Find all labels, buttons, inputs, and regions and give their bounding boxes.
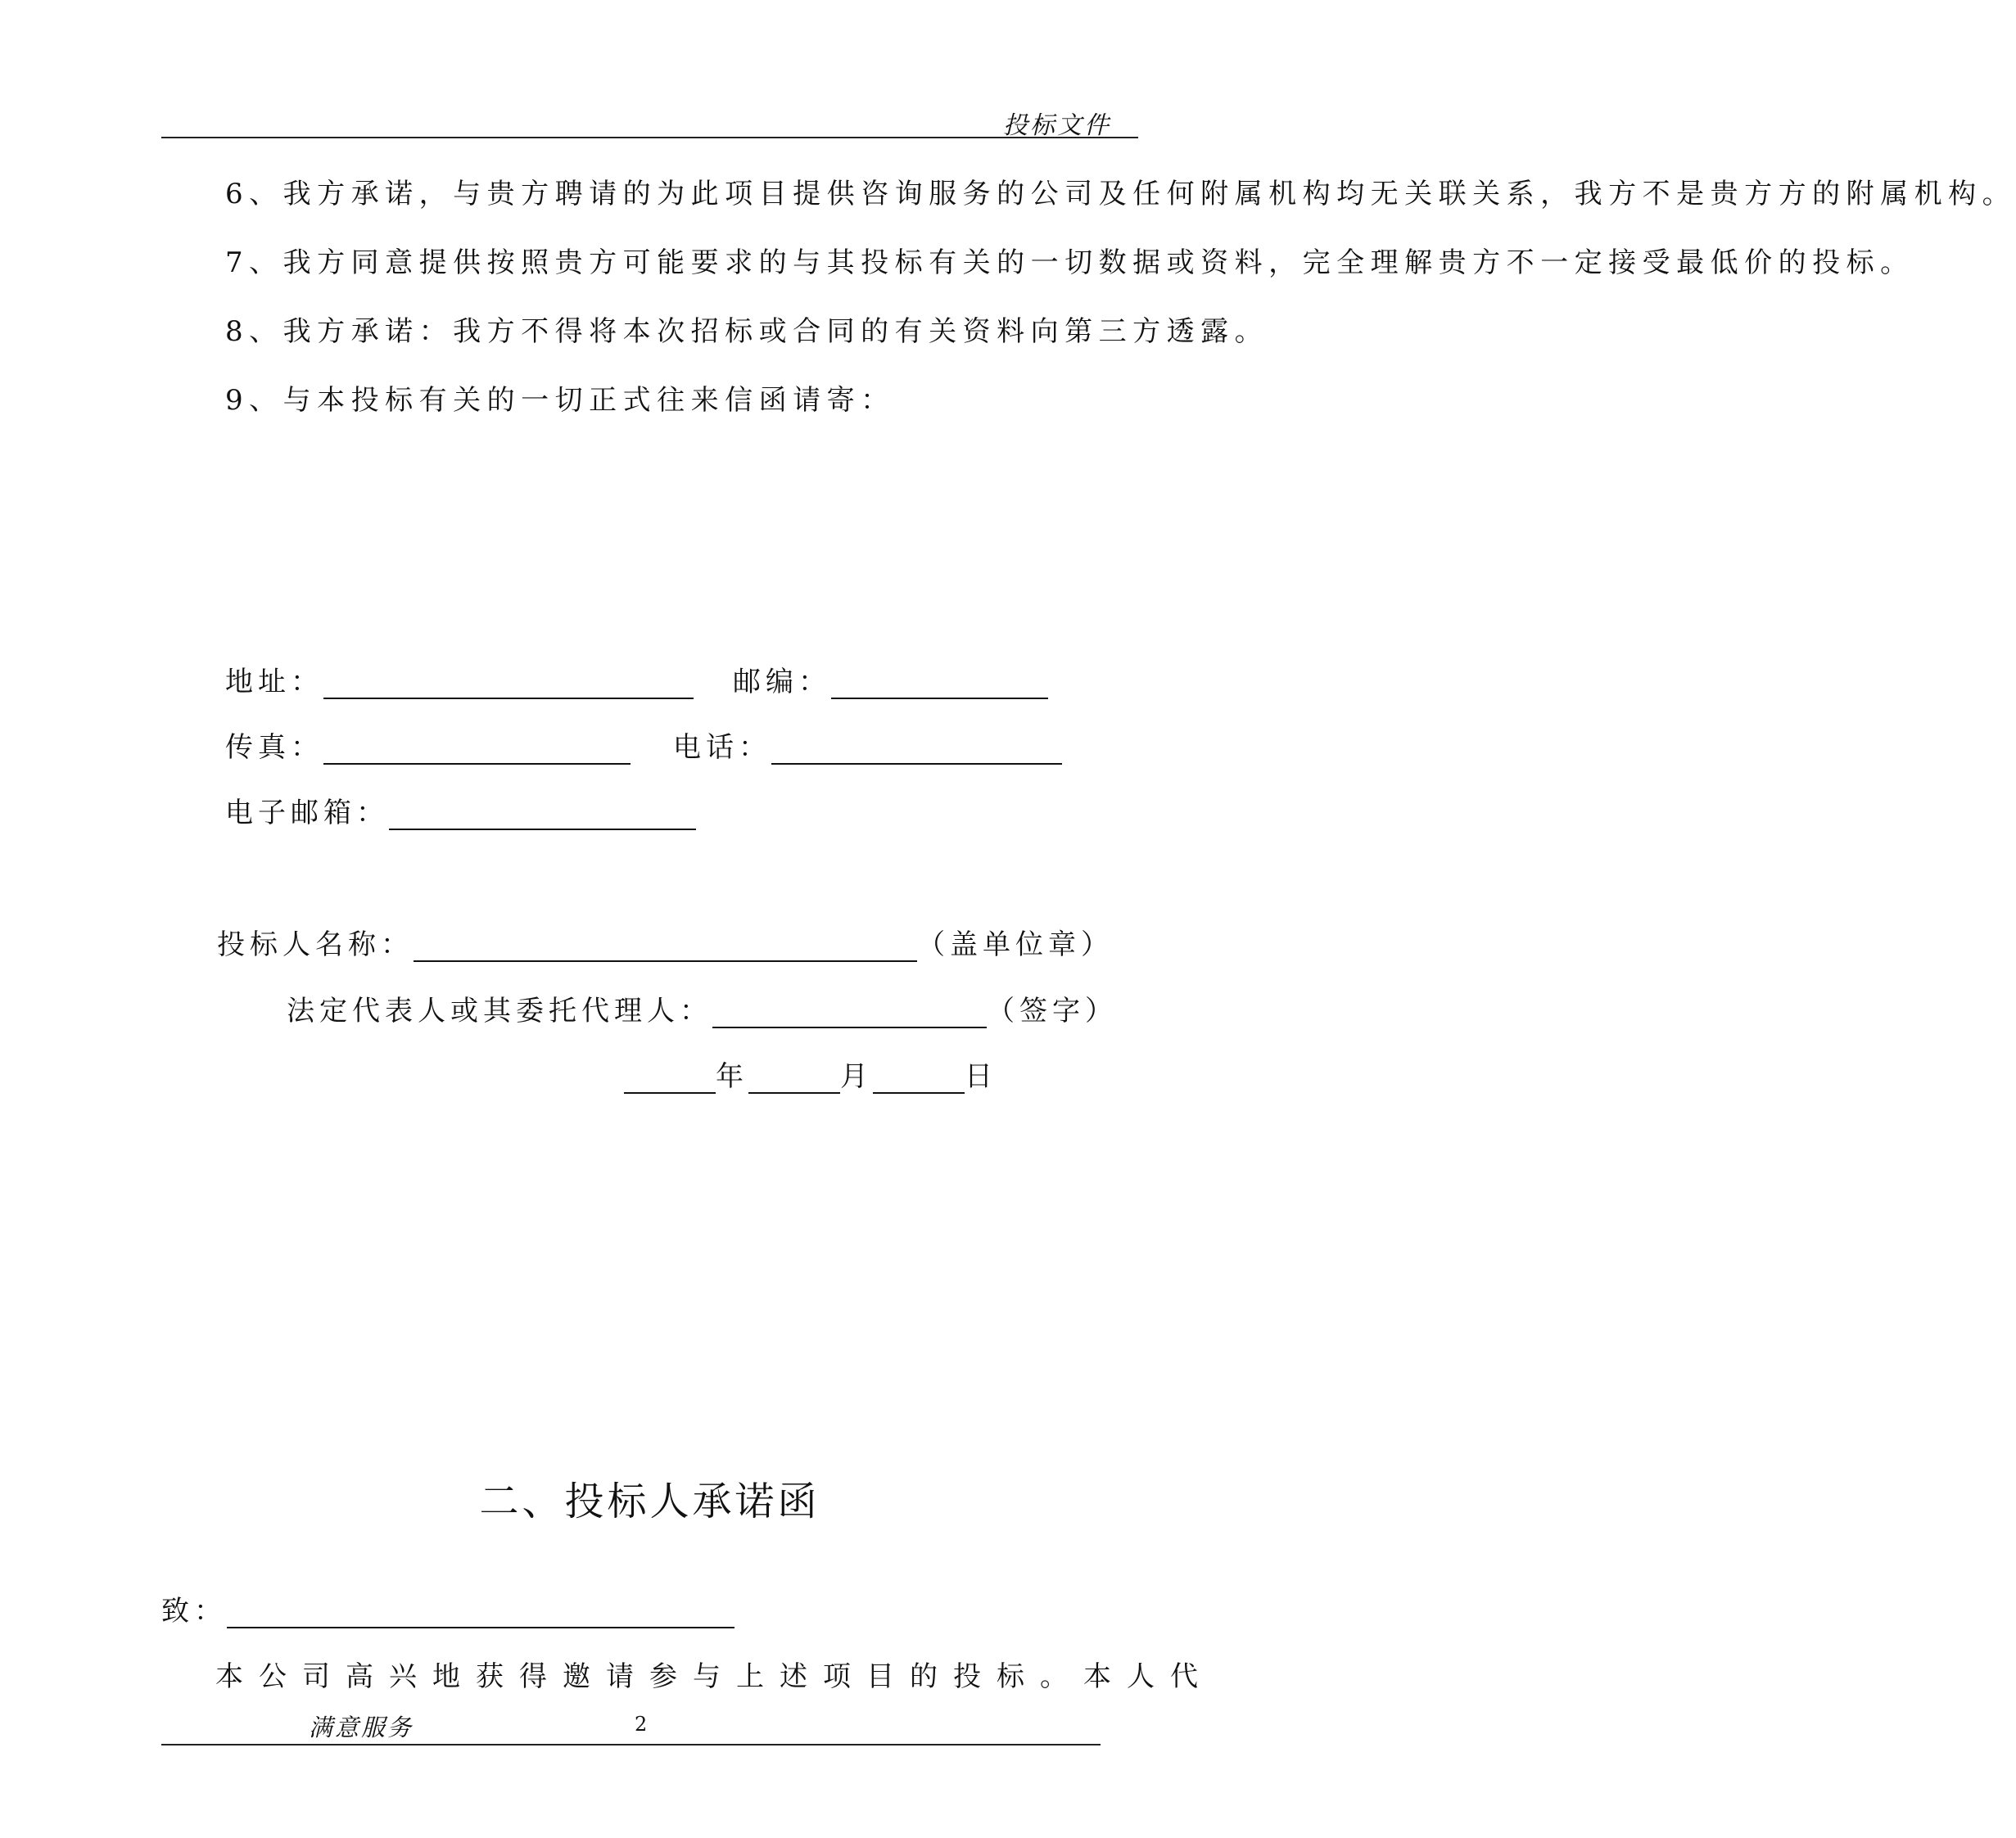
bidder-name-field: [217, 922, 1114, 962]
date-field: [624, 1054, 997, 1094]
paragraph-8: 8、我方承诺：我方不得将本次招标或合同的有关资料向第三方透露。: [225, 315, 1269, 348]
to-label: 致：: [161, 1595, 227, 1628]
paragraph-7: 7、我方同意提供按照贵方可能要求的与其投标有关的一切数据或资料，完全理解贵方不一定接受最低价的投标。: [225, 246, 1914, 279]
representative-field: [287, 988, 1118, 1028]
address-field: [225, 659, 694, 699]
month-label: 月: [840, 1060, 873, 1093]
paragraph-9: 9、与本投标有关的一切正式往来信函请寄：: [225, 384, 895, 417]
letter-body: 本公司高兴地获得邀请参与上述项目的投标。本人代: [215, 1660, 1214, 1693]
year-blank[interactable]: [624, 1063, 716, 1094]
postcode-blank[interactable]: [831, 668, 1048, 699]
page-number: 2: [635, 1713, 648, 1736]
header-rule: [161, 137, 1138, 138]
sign-note: （签字）: [987, 995, 1118, 1027]
email-blank[interactable]: [389, 799, 696, 830]
email-label: 电子邮箱：: [225, 797, 389, 829]
header-title: 投标文件: [1003, 111, 1111, 140]
phone-blank[interactable]: [771, 734, 1062, 765]
postcode-label: 邮编：: [733, 666, 831, 698]
fax-label: 传真：: [225, 731, 323, 764]
year-label: 年: [716, 1060, 748, 1093]
commitment-paragraphs: [161, 160, 2016, 435]
paragraph-6: 6、我方承诺，与贵方聘请的为此项目提供咨询服务的公司及任何附属机构均无关联关系，我方不是贵方方的附属机构。: [225, 178, 2016, 210]
representative-label: 法定代表人或其委托代理人：: [287, 995, 712, 1027]
footer-rule: [161, 1744, 1101, 1745]
day-blank[interactable]: [873, 1063, 965, 1094]
address-blank[interactable]: [323, 668, 694, 699]
address-label: 地址：: [225, 666, 323, 698]
bidder-label: 投标人名称：: [217, 928, 414, 961]
footer-text: 满意服务: [309, 1714, 414, 1741]
representative-blank[interactable]: [712, 997, 987, 1028]
postcode-field: [733, 659, 1048, 699]
fax-field: [225, 725, 631, 765]
phone-label: 电话：: [673, 731, 771, 764]
fax-blank[interactable]: [323, 734, 631, 765]
month-blank[interactable]: [748, 1063, 840, 1094]
bidder-blank[interactable]: [414, 931, 917, 962]
phone-field: [673, 725, 1062, 765]
day-label: 日: [965, 1060, 997, 1093]
to-field: [161, 1588, 735, 1628]
to-blank[interactable]: [227, 1597, 735, 1628]
section-title: 二、投标人承诺函: [479, 1479, 820, 1524]
seal-note: （盖单位章）: [917, 928, 1114, 961]
email-field: [225, 790, 696, 830]
